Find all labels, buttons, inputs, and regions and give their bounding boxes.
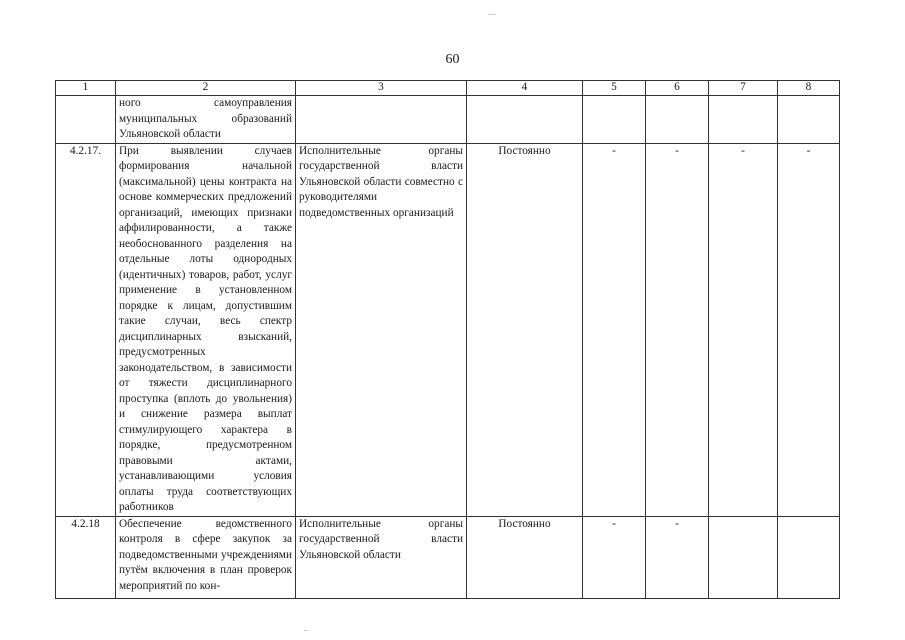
value-cell (646, 96, 709, 144)
executor-cell (296, 96, 467, 144)
column-header: 6 (646, 81, 709, 96)
table-row (56, 96, 840, 144)
measures-table (55, 80, 840, 599)
executor-cell: Исполнительные органы государственной власти Ульяновской области совместно с руководителями подведомственных организаций (296, 143, 467, 516)
measure-cell: Обеспечение ведомственного контроля в сфере закупок за подведомственными учреждениями путём включения в план проверок мероприятий по кон- (116, 516, 296, 598)
value-cell: - (709, 143, 778, 516)
value-cell: - (778, 143, 840, 516)
term-cell: Постоянно (467, 516, 583, 598)
column-header: 7 (709, 81, 778, 96)
value-cell: - (646, 143, 709, 516)
column-header: 2 (116, 81, 296, 96)
table-row (56, 516, 840, 598)
row-number: 4.2.17. (56, 143, 116, 516)
scan-artifact (488, 14, 496, 15)
measure-cell: ного самоуправления муниципальных образований Ульяновской области (116, 96, 296, 144)
value-cell: - (583, 516, 646, 598)
row-number: 4.2.18 (56, 516, 116, 598)
term-cell (467, 96, 583, 144)
table-header-row (56, 81, 840, 96)
value-cell: - (646, 516, 709, 598)
table-row (56, 143, 840, 516)
term-cell: Постоянно (467, 143, 583, 516)
value-cell: - (583, 143, 646, 516)
value-cell (778, 516, 840, 598)
column-header: 3 (296, 81, 467, 96)
scan-artifact (304, 630, 308, 631)
column-header: 1 (56, 81, 116, 96)
value-cell (583, 96, 646, 144)
value-cell (709, 96, 778, 144)
measure-cell: При выявлении случаев формирования начальной (максимальной) цены контракта на основе коммерческих предложений организаций, имеющих признаки аффилированности, а также необоснованного разделения на отдельные лоты однородных (идентичных) товаров, работ, услуг применение в установленном порядке к лицам, допустившим такие случаи, весь спектр дисциплинарных взысканий, предусмотренных законодательством, в зависимости от тяжести дисциплинарного проступка (вплоть до увольнения) и снижение размера выплат стимулирующего характера в порядке, предусмотренном правовыми актами, устанавливающими условия оплаты труда соответствующих работников (116, 143, 296, 516)
column-header: 8 (778, 81, 840, 96)
page-number: 60 (445, 52, 460, 67)
column-header: 4 (467, 81, 583, 96)
column-header: 5 (583, 81, 646, 96)
value-cell (709, 516, 778, 598)
value-cell (778, 96, 840, 144)
executor-cell: Исполнительные органы государственной власти Ульяновской области (296, 516, 467, 598)
row-number (56, 96, 116, 144)
